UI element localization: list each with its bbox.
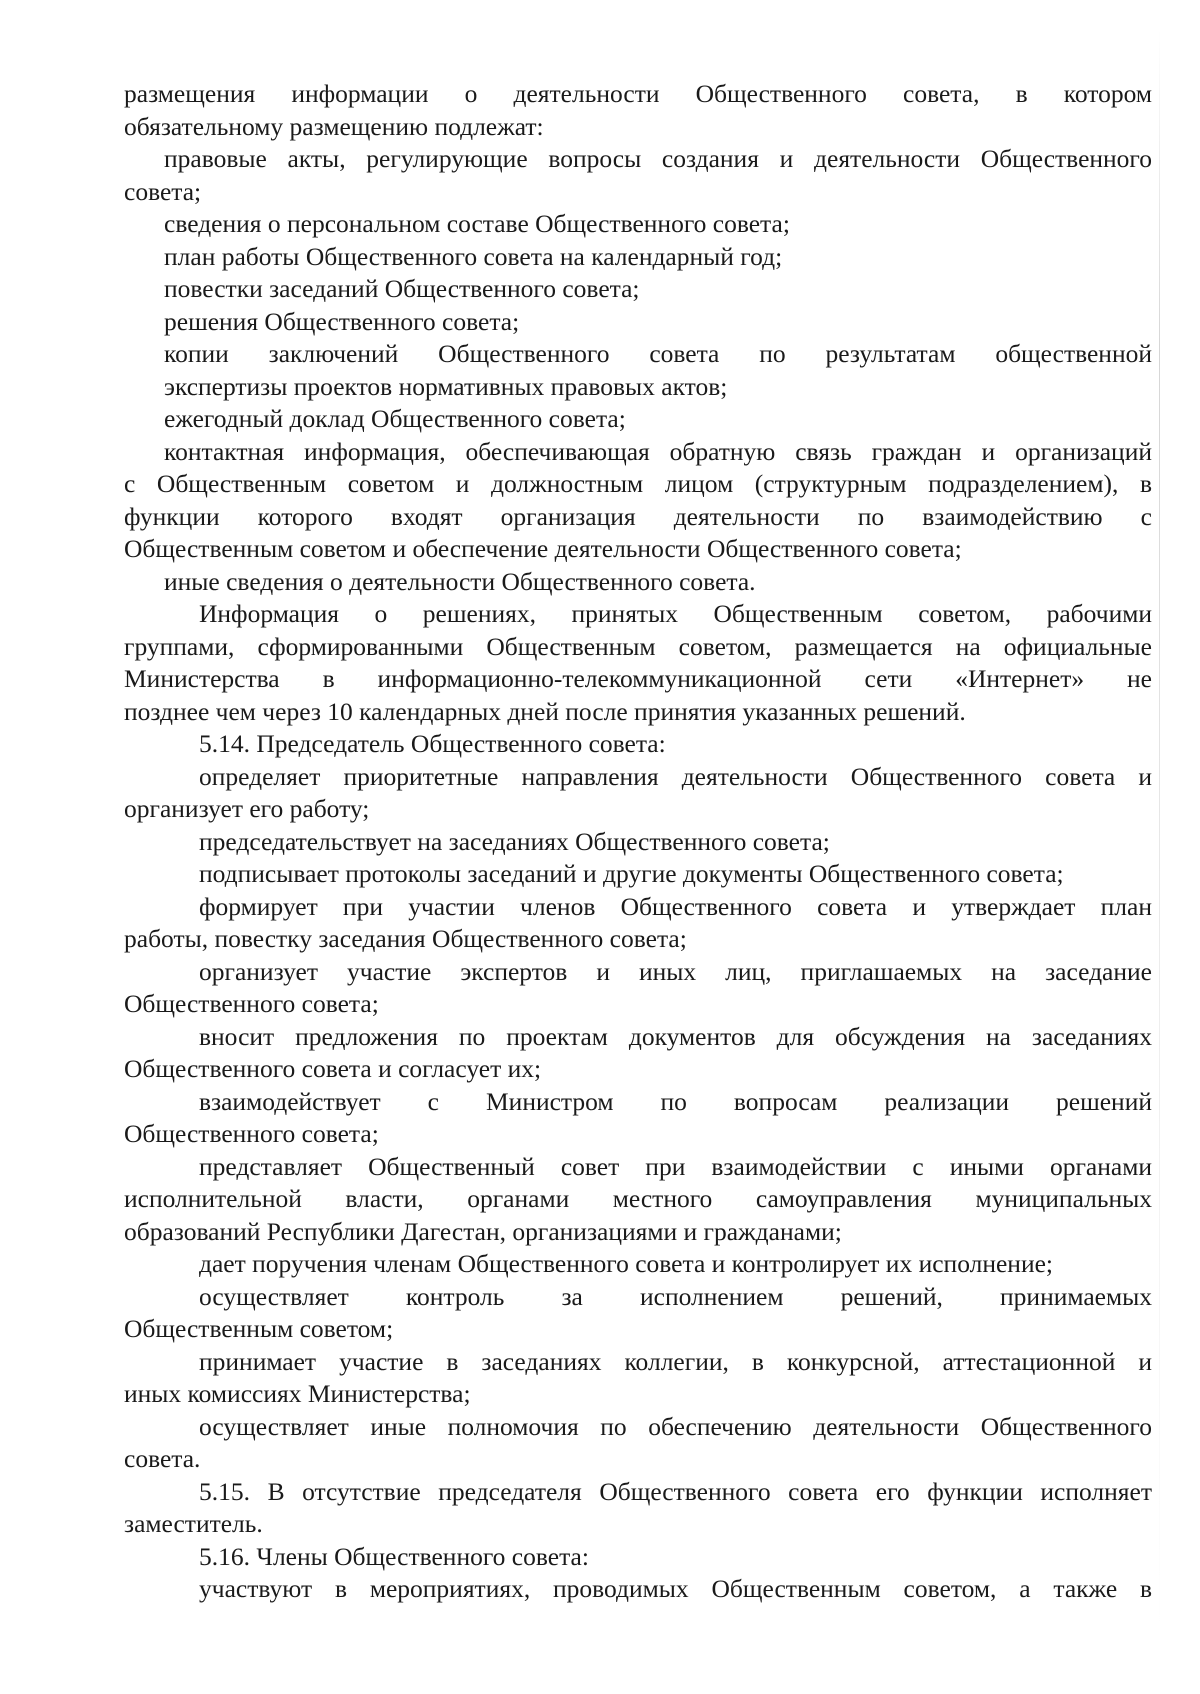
text-line: совета; [124, 176, 202, 206]
text-line: решения Общественного совета; [164, 306, 520, 336]
text-line: Информация о решениях, принятых Общественным советом, рабочими [199, 599, 1152, 628]
text-line: сведения о персональном составе Общественного совета; [164, 209, 790, 238]
text-line: размещения информации о деятельности Общественного совета, в котором [124, 79, 1152, 108]
text-line: Общественного совета; [124, 989, 379, 1018]
text-line: 5.16. Члены Общественного совета: [199, 1541, 589, 1571]
text-line: Общественным советом; [124, 1314, 394, 1343]
text-line: заместитель. [124, 1509, 263, 1538]
text-line: правовые акты, регулирующие вопросы создания и деятельности Общественного [164, 144, 1152, 173]
text-line: копии заключений Общественного совета по результатам общественной [164, 339, 1152, 368]
text-line: взаимодействует с Министром по вопросам реализации решений [199, 1086, 1152, 1116]
text-line: иные сведения о деятельности Общественного совета. [164, 566, 756, 596]
text-line: Общественным советом и обеспечение деятельности Общественного совета; [124, 534, 962, 563]
text-line: определяет приоритетные направления деятельности Общественного совета и [199, 761, 1152, 791]
text-line: председательствует на заседаниях Общественного совета; [199, 826, 830, 856]
text-line: экспертизы проектов нормативных правовых актов; [164, 371, 728, 401]
text-line: участвуют в мероприятиях, проводимых Общественным советом, а также в [199, 1574, 1152, 1603]
text-line: группами, сформированными Общественным советом, размещается на официальные [124, 631, 1152, 661]
text-line: ежегодный доклад Общественного совета; [164, 404, 626, 433]
text-line: образований Республики Дагестан, организациями и гражданами; [124, 1216, 842, 1246]
text-line: функции которого входят организация деятельности по взаимодействию с [124, 501, 1152, 531]
text-line: дает поручения членам Общественного совета и контролирует их исполнение; [199, 1249, 1053, 1278]
text-line: Министерства в информационно-телекоммуникационной сети «Интернет» не [124, 664, 1152, 693]
text-line: принимает участие в заседаниях коллегии, в конкурсной, аттестационной и [199, 1346, 1152, 1376]
text-line: осуществляет иные полномочия по обеспечению деятельности Общественного [199, 1411, 1152, 1441]
text-line: подписывает протоколы заседаний и другие документы Общественного совета; [199, 859, 1064, 888]
text-line: осуществляет контроль за исполнением решений, принимаемых [199, 1281, 1152, 1311]
text-line: обязательному размещению подлежат: [124, 111, 544, 141]
text-line: исполнительной власти, органами местного самоуправления муниципальных [124, 1184, 1152, 1213]
text-line: совета. [124, 1444, 201, 1473]
text-line: организует его работу; [124, 794, 370, 823]
text-line: Общественного совета и согласует их; [124, 1054, 542, 1083]
text-line: 5.14. Председатель Общественного совета: [199, 729, 666, 758]
document-body [124, 78, 1152, 1606]
text-line: контактная информация, обеспечивающая обратную связь граждан и организаций [164, 436, 1152, 466]
text-line: повестки заседаний Общественного совета; [164, 274, 640, 303]
text-line: формирует при участии членов Общественного совета и утверждает план [199, 891, 1152, 921]
text-line: работы, повестку заседания Общественного совета; [124, 924, 687, 953]
text-line: позднее чем через 10 календарных дней после принятия указанных решений. [124, 696, 966, 726]
text-line: представляет Общественный совет при взаимодействии с иными органами [199, 1151, 1152, 1181]
text-line: с Общественным советом и должностным лицом (структурным подразделением), в [124, 469, 1152, 498]
text-line: иных комиссиях Министерства; [124, 1379, 471, 1408]
text-line: вносит предложения по проектам документов для обсуждения на заседаниях [199, 1021, 1152, 1051]
text-line: план работы Общественного совета на календарный год; [164, 241, 783, 271]
text-line: организует участие экспертов и иных лиц, приглашаемых на заседание [199, 956, 1152, 986]
text-line: Общественного совета; [124, 1119, 379, 1148]
text-line: 5.15. В отсутствие председателя Общественного совета его функции исполняет [199, 1476, 1152, 1506]
